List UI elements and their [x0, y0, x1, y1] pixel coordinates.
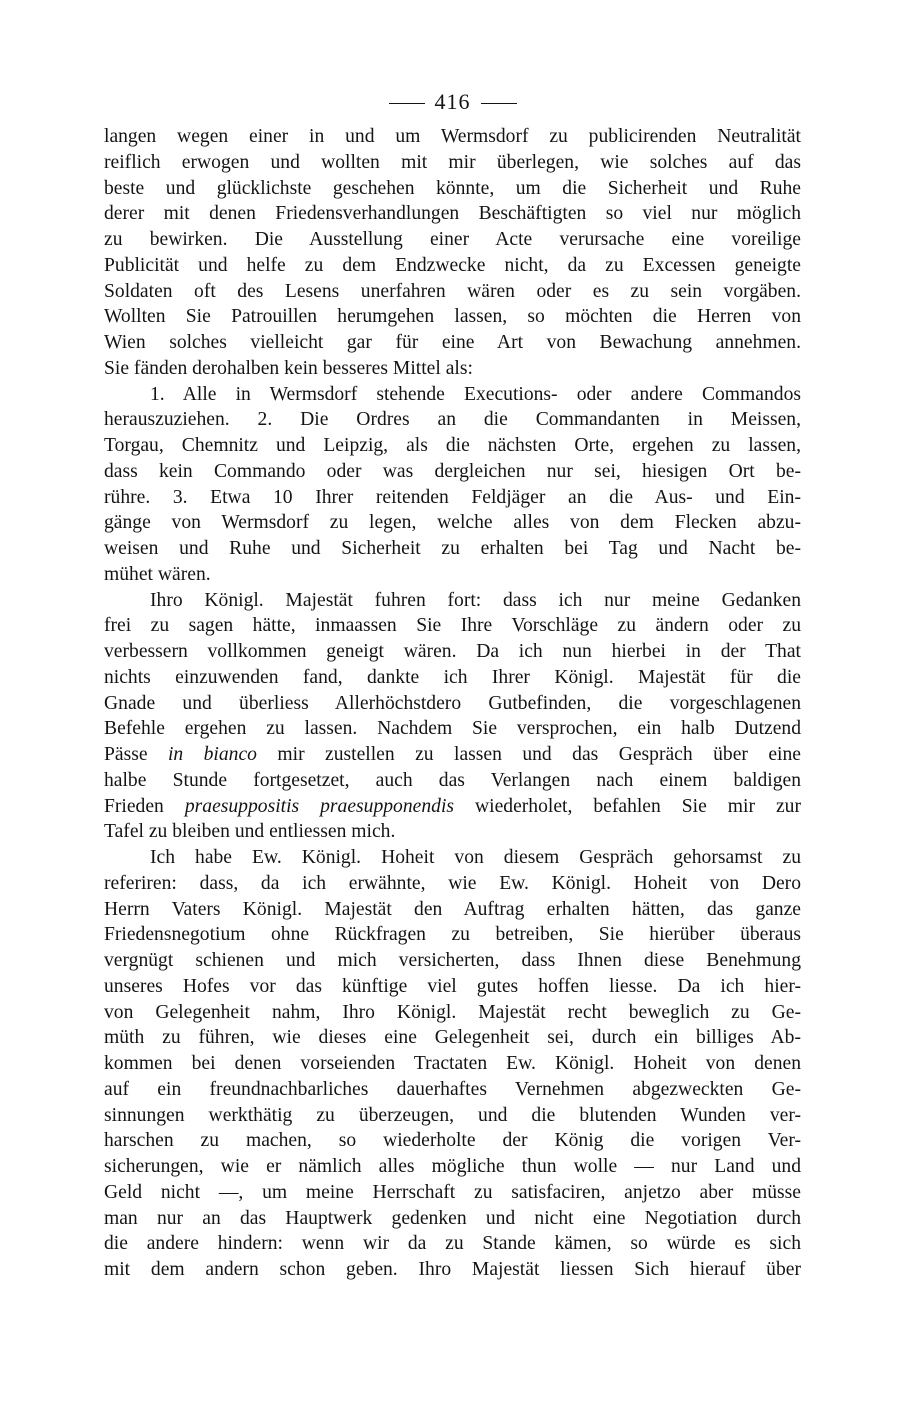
italic-phrase: praesuppositis praesupponendis [184, 795, 455, 817]
page-header [104, 88, 801, 116]
text-line: müth zu führen, wie dieses eine Gelegenheit sei, durch ein billiges Ab- [104, 1027, 801, 1049]
text-fragment: Frieden [104, 795, 185, 817]
text-line: derer mit denen Friedensverhandlungen Beschäftigten so viel nur möglich [104, 203, 801, 225]
text-fragment: Pässe [104, 744, 168, 765]
italic-phrase: in bianco [167, 744, 257, 765]
text-line: weisen und Ruhe und Sicherheit zu erhalten bei Tag und Nacht be- [104, 538, 801, 559]
text-fragment: mir zustellen zu lassen und das Gespräch über eine [256, 744, 801, 765]
text-line: auf ein freundnachbarliches dauerhaftes Vernehmen abgezweckten Ge- [104, 1078, 801, 1100]
text-line: Wollten Sie Patrouillen herumgehen lassen, so möchten die Herren von [104, 306, 801, 328]
text-line: beste und glücklichste geschehen könnte, um die Sicherheit und Ruhe [104, 177, 801, 199]
text-line: verbessern vollkommen geneigt wären. Da ich nun hierbei in der That [104, 641, 801, 662]
text-line: dass kein Commando oder was dergleichen nur sei, hiesigen Ort be- [104, 460, 801, 482]
text-line [104, 794, 801, 820]
text-line: mühet wären. [104, 563, 211, 585]
text-line: Ihro Königl. Majestät fuhren fort: dass ich nur meine Gedanken [150, 589, 801, 611]
text-line [104, 742, 801, 768]
text-fragment: wiederholet, befahlen Sie mir zur [454, 795, 801, 817]
text-line: Geld nicht —, um meine Herrschaft zu satisfaciren, anjetzo aber müsse [104, 1181, 801, 1203]
text-line: Tafel zu bleiben und entliessen mich. [104, 821, 396, 843]
text-line: Publicität und helfe zu dem Endzwecke nicht, da zu Excessen geneigte [104, 254, 801, 276]
text-line: die andere hindern: wenn wir da zu Stande kämen, so würde es sich [104, 1233, 801, 1255]
body-text [104, 124, 801, 1283]
text-line: herauszuziehen. 2. Die Ordres an die Commandanten in Meissen, [104, 409, 801, 431]
text-line: mit dem andern schon geben. Ihro Majestät liessen Sich hierauf über [104, 1259, 801, 1280]
text-line: Soldaten oft des Lesens unerfahren wären oder es zu sein vorgäben. [104, 280, 801, 302]
text-line: Befehle ergehen zu lassen. Nachdem Sie versprochen, ein halb Dutzend [104, 718, 801, 740]
text-line: Torgau, Chemnitz und Leipzig, als die nächsten Orte, ergehen zu lassen, [104, 435, 801, 456]
header-dash-right [481, 103, 517, 104]
text-line: Friedensnegotium ohne Rückfragen zu betreiben, Sie hierüber überaus [104, 924, 801, 946]
text-line: zu bewirken. Die Ausstellung einer Acte verursache eine voreilige [104, 229, 801, 250]
page-number: 416 [434, 89, 471, 114]
text-line: referiren: dass, da ich erwähnte, wie Ew. Königl. Hoheit von Dero [104, 872, 801, 894]
text-line: halbe Stunde fortgesetzet, auch das Verlangen nach einem baldigen [104, 769, 801, 791]
text-line: unseres Hofes vor das künftige viel gutes hoffen liesse. Da ich hier- [104, 975, 801, 997]
text-line: man nur an das Hauptwerk gedenken und nicht eine Negotiation durch [104, 1207, 801, 1229]
text-line: gänge von Wermsdorf zu legen, welche alles von dem Flecken abzu- [104, 512, 801, 534]
text-line: langen wegen einer in und um Wermsdorf zu publicirenden Neutralität [104, 126, 801, 147]
book-page [104, 88, 801, 1283]
text-line: Wien solches vielleicht gar für eine Art von Bewachung annehmen. [104, 332, 801, 353]
text-line: 1. Alle in Wermsdorf stehende Executions- oder andere Commandos [150, 383, 801, 405]
text-line: sicherungen, wie er nämlich alles mögliche thun wolle — nur Land und [104, 1156, 801, 1177]
text-line: Sie fänden derohalben kein besseres Mittel als: [104, 357, 473, 379]
text-line: Ich habe Ew. Königl. Hoheit von diesem Gespräch gehorsamst zu [150, 847, 801, 868]
text-line: reiflich erwogen und wollten mit mir überlegen, wie solches auf das [104, 151, 801, 173]
header-dash-left [389, 103, 425, 104]
text-line: sinnungen werkthätig zu überzeugen, und die blutenden Wunden ver- [104, 1104, 801, 1126]
text-line: Gnade und überliess Allerhöchstdero Gutbefinden, die vorgeschlagenen [104, 692, 801, 714]
text-line: rühre. 3. Etwa 10 Ihrer reitenden Feldjäger an die Aus- und Ein- [104, 486, 801, 508]
text-line: vergnügt schienen und mich versicherten, dass Ihnen diese Benehmung [104, 950, 801, 971]
text-line: von Gelegenheit nahm, Ihro Königl. Majestät recht beweglich zu Ge- [104, 1001, 801, 1023]
text-line: nichts einzuwenden fand, dankte ich Ihrer Königl. Majestät für die [104, 666, 801, 688]
text-line: Herrn Vaters Königl. Majestät den Auftrag erhalten hätten, das ganze [104, 898, 801, 920]
text-line: kommen bei denen vorseienden Tractaten Ew. Königl. Hoheit von denen [104, 1053, 801, 1074]
text-line: harschen zu machen, so wiederholte der König die vorigen Ver- [104, 1130, 801, 1152]
text-line: frei zu sagen hätte, inmaassen Sie Ihre Vorschläge zu ändern oder zu [104, 615, 801, 637]
